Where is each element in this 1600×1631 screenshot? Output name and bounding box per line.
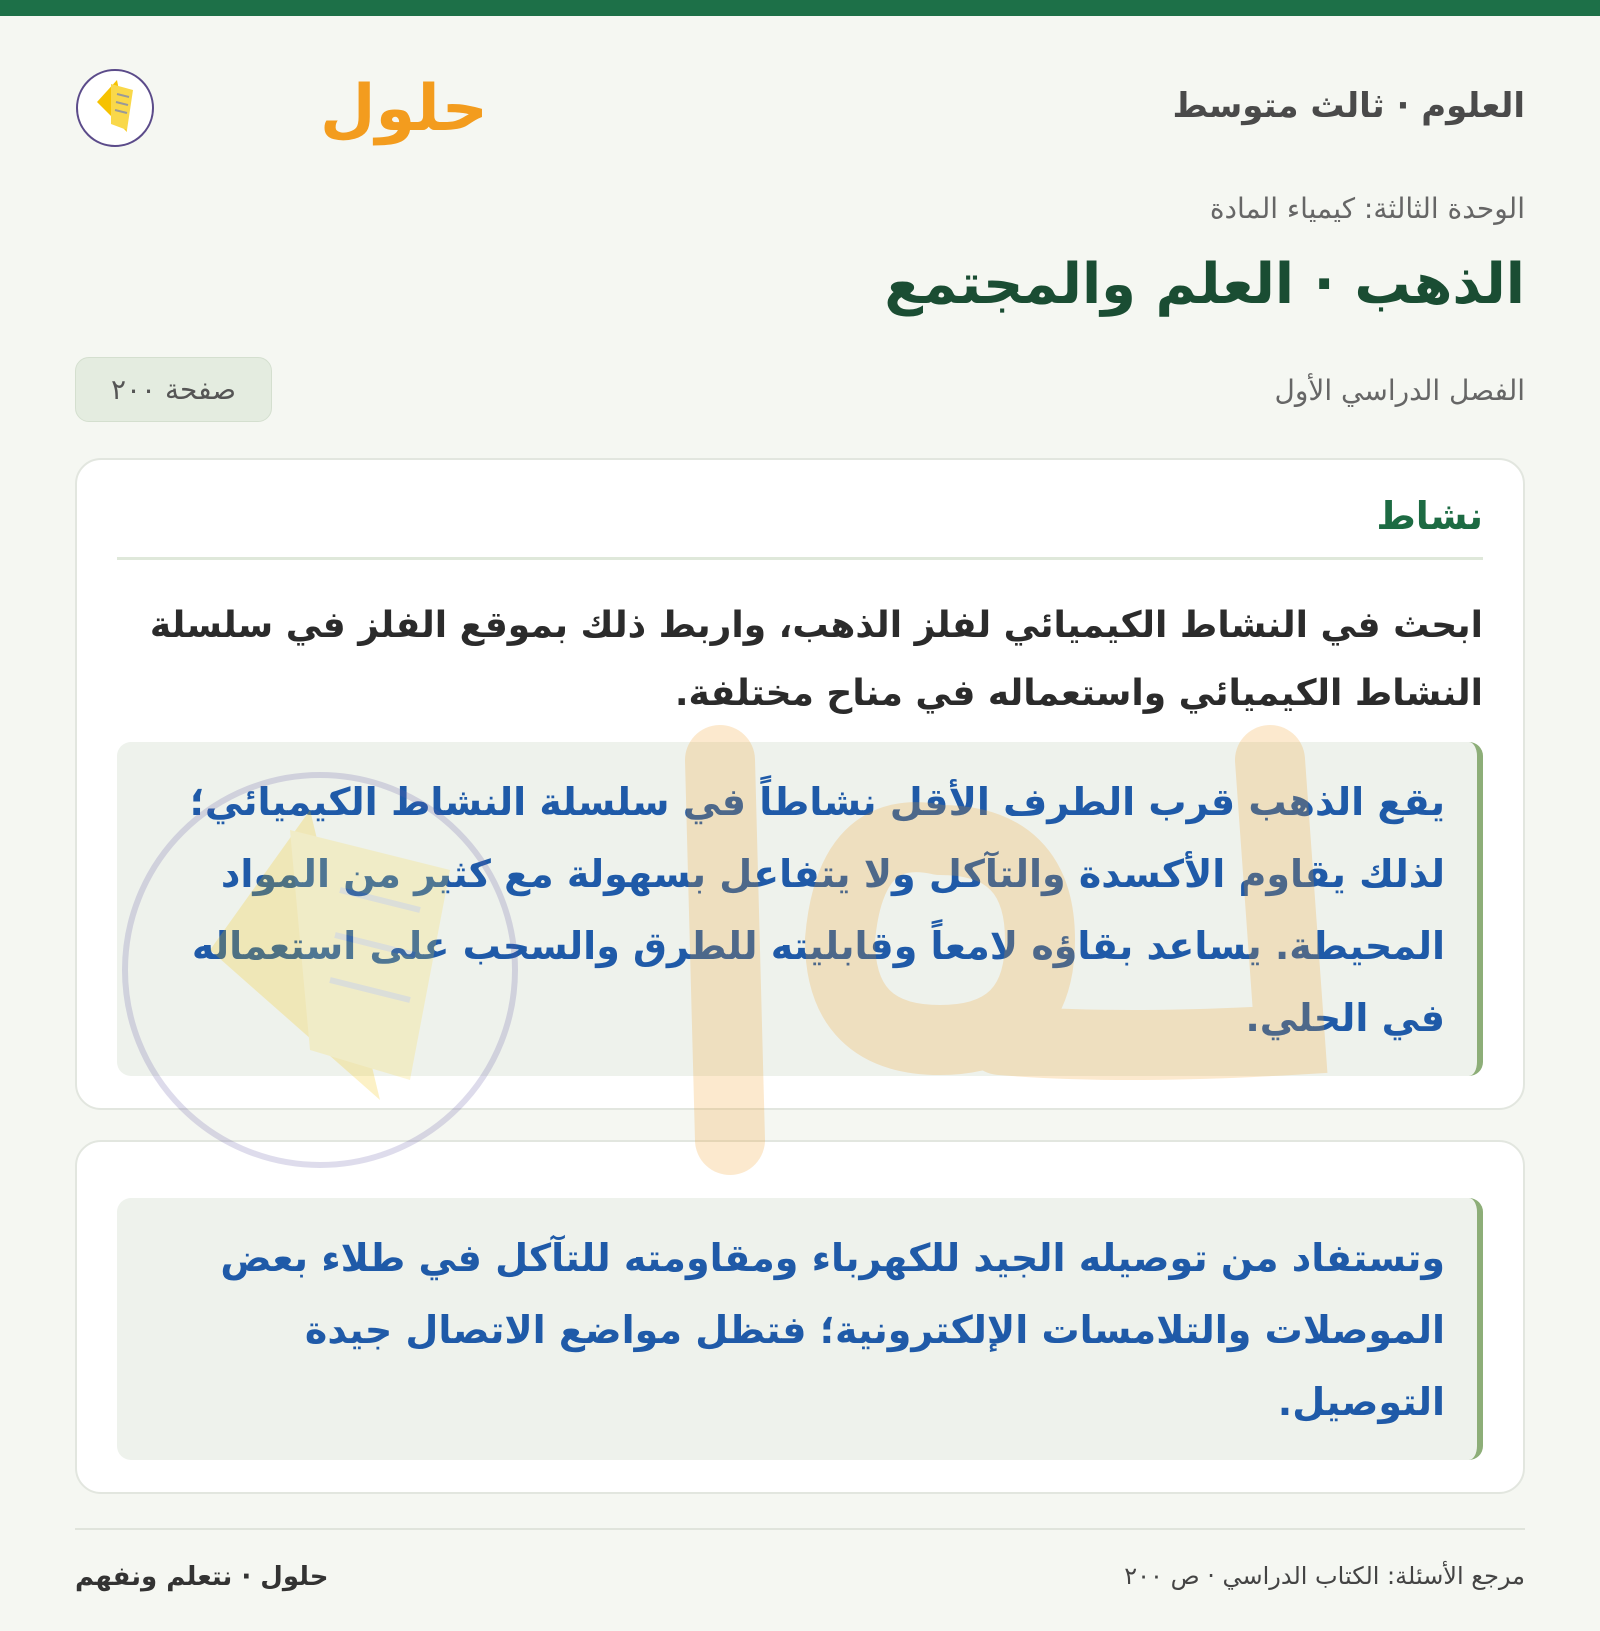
activity-heading: نشاط — [1376, 494, 1483, 538]
header — [75, 50, 1525, 160]
book-page-icon — [77, 70, 153, 146]
top-accent-bar — [0, 0, 1600, 16]
continuation-card — [75, 1140, 1525, 1494]
heading-divider — [117, 557, 1483, 560]
page-title: الذهب · العلم والمجتمع — [884, 252, 1525, 317]
continuation-answer: وتستفاد من توصيله الجيد للكهرباء ومقاومته للتآكل في طلاء بعض الموصلات والتلامسات الإلكترونية؛ فتظل مواضع الاتصال جيدة التوصيل. — [117, 1198, 1483, 1460]
activity-question: ابحث في النشاط الكيميائي لفلز الذهب، واربط ذلك بموقع الفلز في سلسلة النشاط الكيميائي واستعماله في مناح مختلفة. — [149, 605, 1483, 714]
activity-answer: يقع الذهب قرب الطرف الأقل نشاطاً في سلسلة النشاط الكيميائي؛ لذلك يقاوم الأكسدة والتآكل ولا يتفاعل بسهولة مع كثير من المواد المحيطة. يساعد بقاؤه لامعاً وقابليته للطرق والسحب على استعماله في الحلي. — [117, 742, 1483, 1076]
footer-reference: مرجع الأسئلة: الكتاب الدراسي · ص ٢٠٠ — [1124, 1562, 1525, 1590]
footer-divider — [75, 1528, 1525, 1530]
logo — [75, 50, 488, 160]
unit-label: الوحدة الثالثة: كيمياء المادة — [1209, 192, 1525, 225]
subject-title: العلوم · ثالث متوسط — [1172, 86, 1525, 126]
footer-brand: حلول · نتعلم ونفهم — [75, 1562, 329, 1592]
logo-text: حلول — [320, 72, 488, 146]
page-number-badge: صفحة ٢٠٠ — [75, 357, 272, 422]
semester-label: الفصل الدراسي الأول — [1274, 374, 1525, 407]
activity-card — [75, 458, 1525, 1110]
